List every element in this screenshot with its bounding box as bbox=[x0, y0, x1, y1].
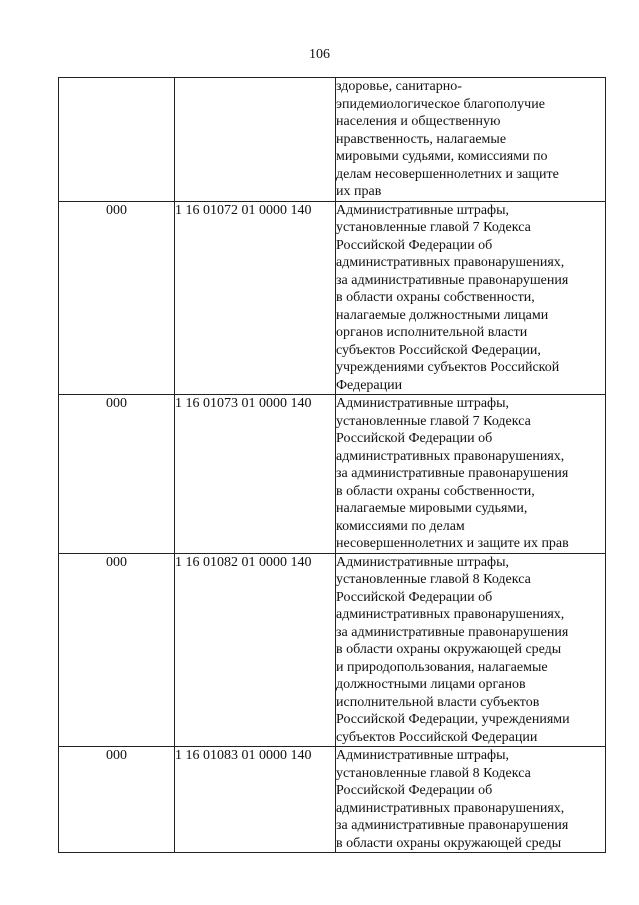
revenue-name-line: Российской Федерации об bbox=[336, 783, 493, 798]
table-row bbox=[59, 78, 606, 202]
revenue-name-line: комиссиями по делам bbox=[336, 518, 465, 534]
revenue-name-line: налагаемые мировыми судьями, bbox=[336, 501, 528, 516]
page-number: 106 bbox=[309, 47, 330, 62]
table-row bbox=[59, 553, 606, 747]
admin-code-cell: 000 bbox=[59, 201, 175, 395]
revenue-name-line: Федерации bbox=[336, 377, 403, 393]
revenue-name-cell bbox=[336, 201, 606, 395]
table-row bbox=[59, 747, 606, 853]
table-row bbox=[59, 201, 606, 395]
revenue-name-line: установленные главой 8 Кодекса bbox=[336, 572, 531, 587]
budget-classification-code-cell: 1 16 01082 01 0000 140 bbox=[175, 553, 336, 747]
admin-code-cell: 000 bbox=[59, 553, 175, 747]
revenue-name-line: и природопользования, налагаемые bbox=[336, 659, 548, 675]
revenue-name-line: должностными лицами органов bbox=[336, 677, 526, 692]
budget-classification-code-cell: 1 16 01073 01 0000 140 bbox=[175, 395, 336, 554]
revenue-name-line: исполнительной власти субъектов bbox=[336, 694, 540, 710]
budget-classification-code-cell bbox=[175, 78, 336, 202]
budget-codes-table bbox=[58, 77, 606, 853]
revenue-name-line: их прав bbox=[336, 184, 382, 199]
revenue-name-line: здоровье, санитарно- bbox=[336, 79, 462, 94]
revenue-name-line: делам несовершеннолетних и защите bbox=[336, 166, 559, 182]
revenue-name-line: Административные штрафы, bbox=[336, 202, 510, 218]
revenue-name-line: за административные правонарушения bbox=[336, 818, 569, 833]
revenue-name-line: органов исполнительной власти bbox=[336, 325, 528, 340]
revenue-name-line: Российской Федерации об bbox=[336, 589, 493, 605]
revenue-name-cell bbox=[336, 553, 606, 747]
revenue-name-line: Российской Федерации, учреждениями bbox=[336, 712, 570, 727]
revenue-name-line: административных правонарушениях, bbox=[336, 448, 565, 464]
revenue-name-line: Административные штрафы, bbox=[336, 396, 510, 411]
revenue-name-line: Административные штрафы, bbox=[336, 748, 510, 763]
admin-code-cell bbox=[59, 78, 175, 202]
revenue-name-line: Административные штрафы, bbox=[336, 554, 510, 570]
revenue-name-line: в области охраны окружающей среды bbox=[336, 835, 562, 851]
revenue-name-line: за административные правонарушения bbox=[336, 272, 569, 288]
revenue-name-line: административных правонарушениях, bbox=[336, 607, 565, 622]
revenue-name-line: установленные главой 7 Кодекса bbox=[336, 220, 531, 235]
admin-code-cell: 000 bbox=[59, 395, 175, 554]
revenue-name-line: Российской Федерации об bbox=[336, 431, 493, 446]
revenue-name-line: учреждениями субъектов Российской bbox=[336, 360, 560, 375]
revenue-name-line: Российской Федерации об bbox=[336, 237, 493, 253]
table-row bbox=[59, 395, 606, 554]
revenue-name-line: за административные правонарушения bbox=[336, 624, 569, 640]
revenue-name-line: субъектов Российской Федерации bbox=[336, 729, 538, 745]
revenue-name-line: нравственность, налагаемые bbox=[336, 131, 507, 147]
revenue-name-line: за административные правонарушения bbox=[336, 466, 569, 481]
admin-code-cell: 000 bbox=[59, 747, 175, 853]
revenue-name-cell bbox=[336, 747, 606, 853]
revenue-name-line: субъектов Российской Федерации, bbox=[336, 342, 541, 358]
revenue-name-line: в области охраны окружающей среды bbox=[336, 642, 562, 657]
revenue-name-line: установленные главой 8 Кодекса bbox=[336, 765, 531, 781]
revenue-name-cell bbox=[336, 395, 606, 554]
revenue-name-line: эпидемиологическое благополучие bbox=[336, 96, 545, 112]
revenue-name-line: налагаемые должностными лицами bbox=[336, 307, 549, 323]
revenue-name-line: установленные главой 7 Кодекса bbox=[336, 413, 531, 429]
revenue-name-line: административных правонарушениях, bbox=[336, 255, 565, 270]
revenue-name-line: несовершеннолетних и защите их прав bbox=[336, 536, 569, 551]
revenue-name-line: административных правонарушениях, bbox=[336, 800, 565, 816]
budget-classification-code-cell: 1 16 01072 01 0000 140 bbox=[175, 201, 336, 395]
table-body bbox=[59, 78, 606, 853]
revenue-name-line: в области охраны собственности, bbox=[336, 290, 535, 305]
revenue-name-line: в области охраны собственности, bbox=[336, 483, 535, 499]
budget-classification-code-cell: 1 16 01083 01 0000 140 bbox=[175, 747, 336, 853]
revenue-name-line: мировыми судьями, комиссиями по bbox=[336, 149, 548, 164]
revenue-name-cell bbox=[336, 78, 606, 202]
revenue-name-line: населения и общественную bbox=[336, 114, 501, 129]
